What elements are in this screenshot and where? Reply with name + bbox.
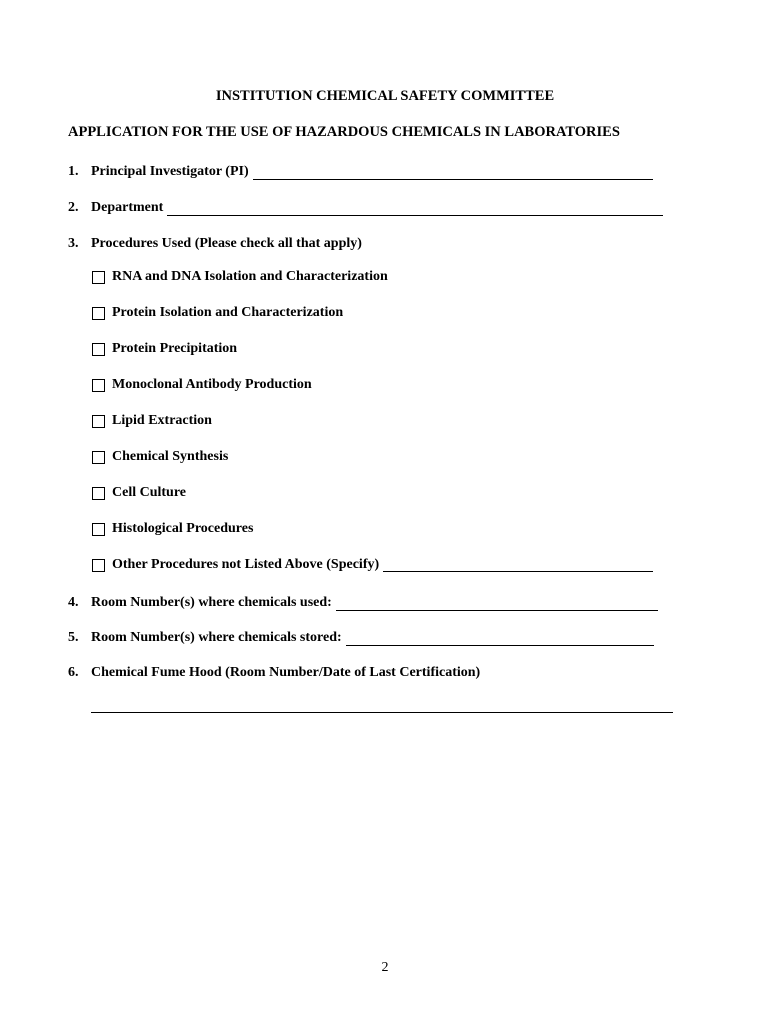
procedure-label: Chemical Synthesis	[112, 449, 229, 464]
field-number: 3.	[68, 236, 79, 251]
field-label: Room Number(s) where chemicals used:	[91, 595, 332, 610]
procedure-label: Protein Precipitation	[112, 341, 238, 356]
checkbox[interactable]	[92, 559, 105, 572]
checkbox[interactable]	[92, 307, 105, 320]
fume-hood-input-line[interactable]	[91, 712, 673, 713]
field-label: Department	[91, 200, 164, 215]
field-number: 2.	[68, 200, 79, 215]
room-stored-input-line[interactable]	[346, 631, 654, 646]
procedure-label: RNA and DNA Isolation and Characterization	[112, 269, 388, 284]
field-fume-hood	[68, 661, 480, 681]
procedure-option-lipid-extraction[interactable]	[92, 411, 212, 431]
page-number: 2	[381, 960, 389, 975]
field-pi	[68, 160, 653, 180]
field-label: Principal Investigator (PI)	[91, 164, 249, 179]
department-input-line[interactable]	[167, 201, 663, 216]
procedure-label: Protein Isolation and Characterization	[112, 305, 344, 320]
field-department	[68, 196, 663, 216]
procedure-label: Monoclonal Antibody Production	[112, 377, 312, 392]
checkbox[interactable]	[92, 379, 105, 392]
field-number: 6.	[68, 665, 79, 680]
field-number: 5.	[68, 630, 79, 645]
room-used-input-line[interactable]	[336, 596, 658, 611]
field-label: Room Number(s) where chemicals stored:	[91, 630, 342, 645]
procedure-option-histological[interactable]	[92, 519, 253, 539]
procedure-option-cell-culture[interactable]	[92, 483, 186, 503]
procedure-option-other[interactable]	[92, 555, 653, 575]
checkbox[interactable]	[92, 415, 105, 428]
checkbox[interactable]	[92, 487, 105, 500]
checkbox[interactable]	[92, 451, 105, 464]
other-specify-input-line[interactable]	[383, 559, 653, 572]
checkbox[interactable]	[92, 271, 105, 284]
procedure-option-monoclonal-antibody[interactable]	[92, 375, 312, 395]
field-label: Chemical Fume Hood (Room Number/Date of Last Certification)	[91, 665, 481, 680]
procedure-label: Other Procedures not Listed Above (Specify)	[112, 557, 380, 572]
field-number: 1.	[68, 164, 79, 179]
procedure-label: Histological Procedures	[112, 521, 254, 536]
procedure-option-protein-isolation[interactable]	[92, 303, 343, 323]
pi-input-line[interactable]	[253, 165, 653, 180]
field-room-stored	[68, 626, 654, 646]
procedure-option-rna-dna[interactable]	[92, 267, 388, 287]
procedure-option-chemical-synthesis[interactable]	[92, 447, 228, 467]
field-number: 4.	[68, 595, 79, 610]
document-subtitle: APPLICATION FOR THE USE OF HAZARDOUS CHEMICALS IN LABORATORIES	[68, 124, 620, 140]
field-room-used	[68, 591, 658, 611]
checkbox[interactable]	[92, 523, 105, 536]
field-label: Procedures Used (Please check all that apply)	[91, 236, 362, 251]
document-title: INSTITUTION CHEMICAL SAFETY COMMITTEE	[215, 88, 555, 104]
procedure-label: Cell Culture	[112, 485, 187, 500]
field-procedures	[68, 232, 362, 252]
checkbox[interactable]	[92, 343, 105, 356]
procedure-option-protein-precipitation[interactable]	[92, 339, 237, 359]
procedure-label: Lipid Extraction	[112, 413, 212, 428]
